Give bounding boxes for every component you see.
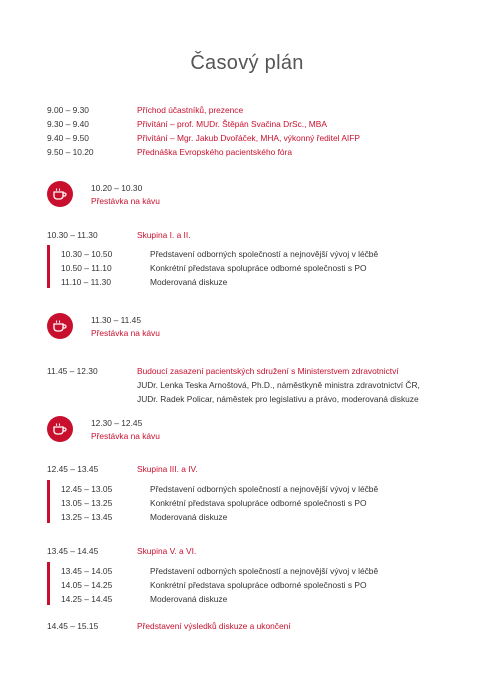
opening-time-3: 9.40 – 9.50 <box>47 133 89 143</box>
item-time: 13.05 – 13.25 <box>61 498 113 508</box>
group-bar-2 <box>47 480 50 523</box>
ministry-title: Budoucí zasazení pacientských sdružení s Ministerstvem zdravotnictví <box>137 366 399 376</box>
break-label-1: Přestávka na kávu <box>91 196 160 206</box>
item-time: 13.25 – 13.45 <box>61 512 113 522</box>
page-title: Časový plán <box>190 52 304 74</box>
closing-text: Představení výsledků diskuze a ukončení <box>137 621 291 631</box>
item-time: 12.45 – 13.05 <box>61 484 113 494</box>
ministry-speakers-1: JUDr. Lenka Teska Arnoštová, Ph.D., náměstkyně ministra zdravotnictví ČR, <box>137 380 420 390</box>
opening-time-4: 9.50 – 10.20 <box>47 147 94 157</box>
coffee-cup-icon <box>47 313 73 339</box>
coffee-cup-icon <box>47 181 73 207</box>
item-text: Moderovaná diskuze <box>150 512 228 522</box>
group-time-3: 13.45 – 14.45 <box>47 546 99 556</box>
item-time: 11.10 – 11.30 <box>61 277 111 287</box>
group-time-2: 12.45 – 13.45 <box>47 464 99 474</box>
item-time: 10.30 – 10.50 <box>61 249 113 259</box>
opening-time-2: 9.30 – 9.40 <box>47 119 89 129</box>
group-time-1: 10.30 – 11.30 <box>47 230 98 240</box>
item-text: Konkrétní představa spolupráce odborné společnosti s PO <box>150 498 367 508</box>
item-text: Představení odborných společností a nejnovější vývoj v léčbě <box>150 566 379 576</box>
closing-time: 14.45 – 15.15 <box>47 621 99 631</box>
ministry-speakers-2: JUDr. Radek Policar, náměstek pro legislativu a právo, moderovaná diskuze <box>137 394 419 404</box>
item-text: Konkrétní představa spolupráce odborné společnosti s PO <box>150 263 367 273</box>
group-title-1: Skupina I. a II. <box>137 230 191 240</box>
item-text: Představení odborných společností a nejnovější vývoj v léčbě <box>150 249 379 259</box>
item-time: 13.45 – 14.05 <box>61 566 113 576</box>
break-time-1: 10.20 – 10.30 <box>91 183 143 193</box>
opening-text-2: Přivítání – prof. MUDr. Štěpán Svačina DrSc., MBA <box>137 119 327 129</box>
item-time: 14.05 – 14.25 <box>61 580 113 590</box>
opening-text-3: Přivítání – Mgr. Jakub Dvořáček, MHA, výkonný ředitel AIFP <box>137 133 360 143</box>
group-title-2: Skupina III. a IV. <box>137 464 198 474</box>
item-text: Moderovaná diskuze <box>150 594 228 604</box>
item-text: Konkrétní představa spolupráce odborné společnosti s PO <box>150 580 367 590</box>
break-time-3: 12.30 – 12.45 <box>91 418 143 428</box>
item-time: 14.25 – 14.45 <box>61 594 113 604</box>
item-text: Moderovaná diskuze <box>150 277 228 287</box>
opening-text-1: Příchod účastníků, prezence <box>137 105 244 115</box>
item-text: Představení odborných společností a nejnovější vývoj v léčbě <box>150 484 379 494</box>
group-title-3: Skupina V. a VI. <box>137 546 197 556</box>
coffee-cup-icon <box>47 416 73 442</box>
item-time: 10.50 – 11.10 <box>61 263 112 273</box>
group-bar-3 <box>47 562 50 605</box>
break-label-2: Přestávka na kávu <box>91 328 160 338</box>
ministry-time: 11.45 – 12.30 <box>47 366 98 376</box>
break-time-2: 11.30 – 11.45 <box>91 315 141 325</box>
group-bar-1 <box>47 245 50 288</box>
break-label-3: Přestávka na kávu <box>91 431 160 441</box>
opening-text-4: Přednáška Evropského pacientského fóra <box>137 147 293 157</box>
opening-time-1: 9.00 – 9.30 <box>47 105 89 115</box>
